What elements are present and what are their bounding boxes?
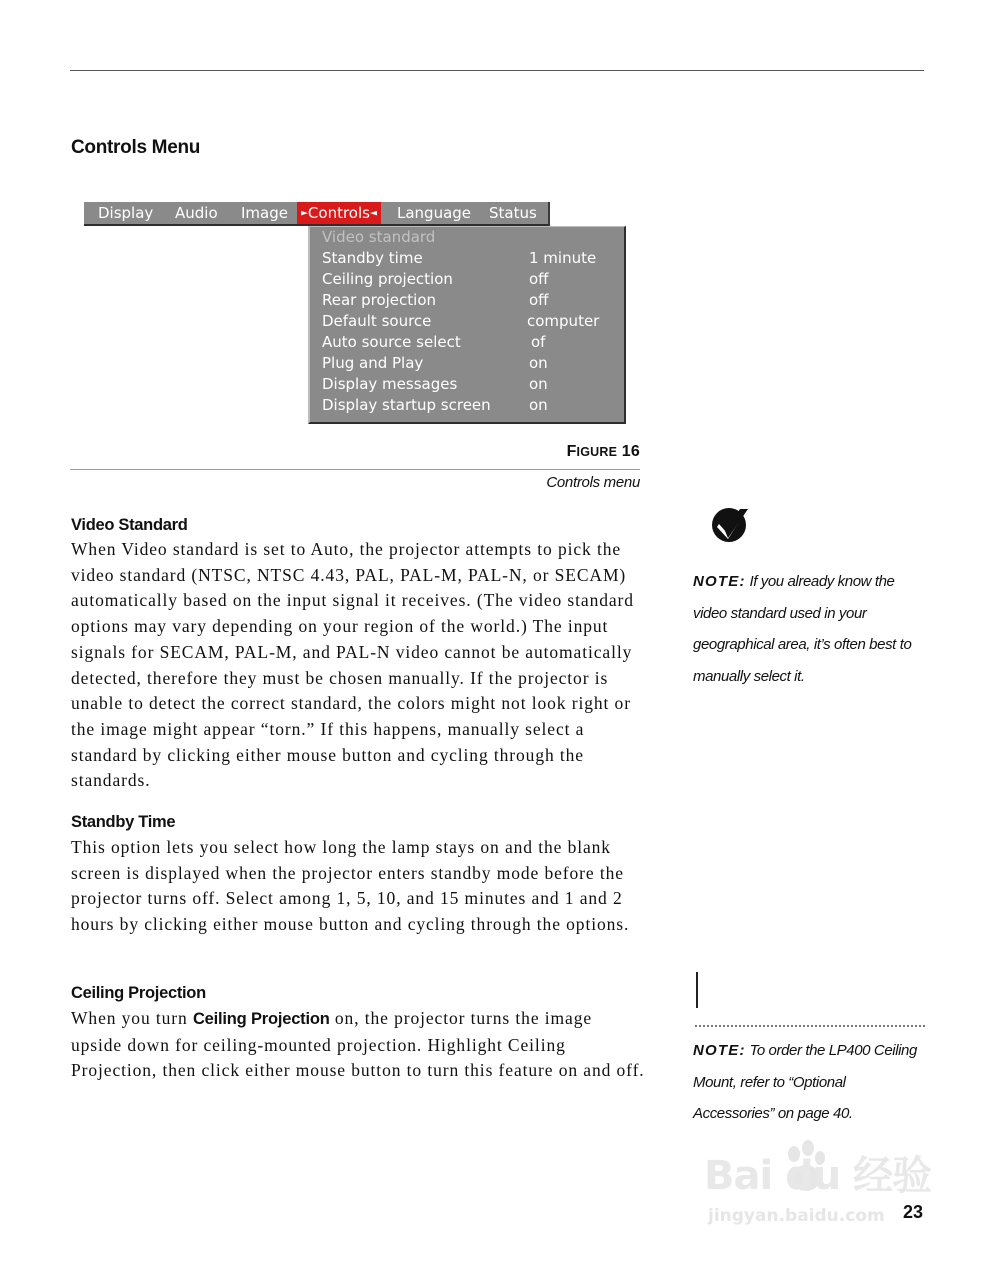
section-title: Controls Menu	[71, 137, 201, 158]
menu-item-rear-projection[interactable]: Rear projection	[322, 291, 437, 309]
menu-value-default-source: computer	[527, 312, 600, 330]
menu-value-auto-source-select: of	[531, 333, 546, 351]
menu-tab-controls[interactable]	[297, 202, 381, 224]
menu-value-ceiling-projection: off	[529, 270, 549, 288]
figure-rule	[70, 469, 640, 470]
note-text: If you already know the video standard used in your geographical area, it’s often best to manually select it.	[693, 573, 912, 685]
heading-ceiling-projection: Ceiling Projection	[71, 984, 206, 1002]
note-label: NOTE:	[693, 1042, 746, 1059]
figure-label	[567, 443, 640, 461]
menu-item-display-startup-screen[interactable]: Display startup screen	[322, 396, 491, 414]
menu-value-standby-time: 1 minute	[529, 249, 597, 267]
menu-value-rear-projection: off	[529, 291, 549, 309]
triangle-arrow-left-icon: ◄	[369, 208, 377, 219]
baidu-watermark	[704, 1140, 944, 1240]
watermark-url: jingyan.baidu.com	[708, 1206, 885, 1226]
figure-number: 16	[621, 443, 640, 460]
menu-tab-display[interactable]: Display	[98, 204, 154, 222]
figure-label-rest: IGURE	[576, 445, 618, 459]
note-label: NOTE:	[693, 573, 746, 590]
menu-item-display-messages[interactable]: Display messages	[322, 375, 458, 393]
note-text: To order the LP400 Ceiling Mount, refer to “Optional Accessories” on page 40.	[693, 1042, 917, 1122]
checkmark-icon	[710, 506, 750, 544]
paragraph-bold-term: Ceiling Projection	[192, 1010, 330, 1028]
menu-tab-status[interactable]: Status	[489, 204, 537, 222]
menu-item-default-source[interactable]: Default source	[322, 312, 432, 330]
menu-item-plug-and-play[interactable]: Plug and Play	[322, 354, 424, 372]
change-bar	[696, 972, 698, 1008]
sidebar-note-video-standard	[693, 566, 925, 692]
header-rule	[70, 70, 924, 71]
menu-value-display-startup-screen: on	[529, 396, 548, 414]
paragraph-ceiling-projection	[71, 1006, 646, 1084]
menu-tab-image[interactable]: Image	[241, 204, 288, 222]
watermark-brand: Bai du 经验	[704, 1153, 932, 1199]
menu-tab-audio[interactable]: Audio	[175, 204, 218, 222]
dotted-divider	[695, 1025, 925, 1027]
menu-tab-controls-label: Controls	[307, 204, 370, 222]
menu-item-video-standard[interactable]: Video standard	[322, 228, 436, 246]
paragraph-text: When you turn	[71, 1008, 193, 1028]
figure-caption: Controls menu	[546, 474, 640, 491]
heading-video-standard: Video Standard	[71, 516, 188, 534]
figure-label-initial: F	[566, 443, 577, 460]
heading-standby-time: Standby Time	[71, 813, 176, 831]
menu-value-plug-and-play: on	[529, 354, 548, 372]
menu-bar	[84, 202, 550, 226]
menu-tab-language[interactable]: Language	[397, 204, 472, 222]
triangle-arrow-right-icon: ►	[301, 208, 308, 219]
paragraph-text: on, the projector turns the image upside down for ceiling-mounted projection. Highlight Ceiling Projection, then click either mouse button to turn this feature on and off.	[71, 1008, 645, 1081]
page-number: 23	[903, 1202, 924, 1222]
menu-item-standby-time[interactable]: Standby time	[322, 249, 423, 267]
menu-item-ceiling-projection[interactable]: Ceiling projection	[322, 270, 453, 288]
controls-submenu	[308, 226, 626, 424]
menu-item-auto-source-select[interactable]: Auto source select	[322, 333, 461, 351]
sidebar-note-ceiling-mount	[693, 1035, 925, 1130]
menu-value-display-messages: on	[529, 375, 548, 393]
paragraph-video-standard: When Video standard is set to Auto, the projector attempts to pick the video standard (NTSC, NTSC 4.43, PAL, PAL-M, PAL-N, or SECAM) automatically based on the input signal it receives. (The video standard options may vary depending on your region of the world.) The input signals for SECAM, PAL-M, and PAL-N video cannot be automatically detected, therefore they must be chosen manually. If the projector is unable to detect the correct standard, the colors might not look right or the image might appear “torn.” If this happens, manually select a standard by clicking either mouse button and cycling through the standards.	[71, 539, 634, 791]
paragraph-standby-time: This option lets you select how long the lamp stays on and the blank screen is displayed when the projector enters standby mode before the projector turns off. Select among 1, 5, 10, and 15 minutes and 1 and 2 hours by clicking either mouse button and cycling through the options.	[71, 837, 630, 935]
